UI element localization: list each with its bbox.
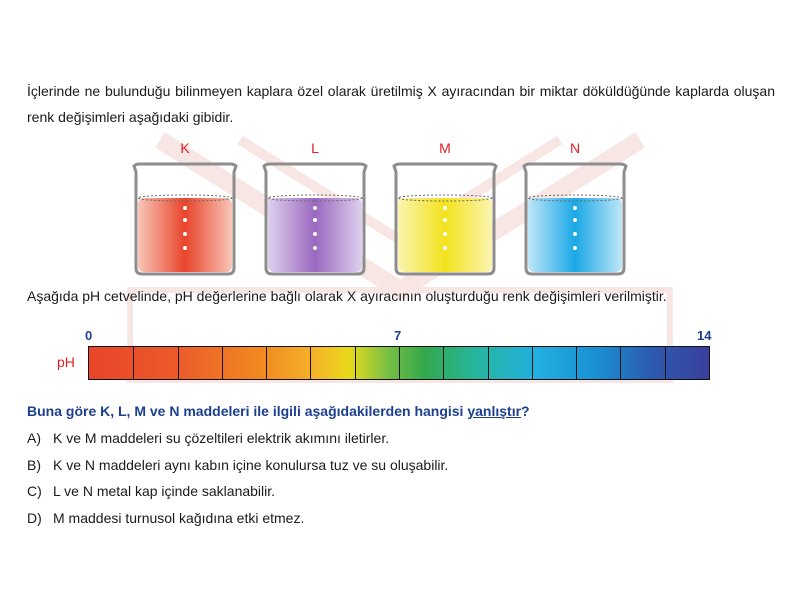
option-b[interactable] <box>27 457 448 473</box>
beaker-icon <box>520 162 630 278</box>
beaker-label: N <box>569 140 581 156</box>
option-d[interactable] <box>27 510 304 526</box>
option-c[interactable] <box>27 483 275 499</box>
ph-color-scale <box>88 346 710 380</box>
beaker-row <box>130 138 650 278</box>
beaker-l <box>260 138 370 278</box>
question-text: Buna göre K, L, M ve N maddeleri ile ilgili aşağıdakilerden hangisi <box>27 403 468 419</box>
beaker-icon <box>130 162 240 278</box>
option-text: K ve N maddeleri aynı kabın içine konulursa tuz ve su oluşabilir. <box>53 457 449 473</box>
option-a[interactable] <box>27 430 389 446</box>
beaker-label: K <box>180 140 190 156</box>
ph-mid-label: 7 <box>394 328 402 343</box>
ph-segment-divider <box>532 347 533 379</box>
beaker-icon <box>390 162 500 278</box>
ph-segment-divider <box>222 347 223 379</box>
ph-segment-divider <box>266 347 267 379</box>
ph-max-label: 14 <box>697 328 712 343</box>
option-text: M maddesi turnusol kağıdına etki etmez. <box>53 510 305 526</box>
ph-segment-divider <box>665 347 666 379</box>
ph-min-label: 0 <box>85 328 93 343</box>
ph-segment-divider <box>488 347 489 379</box>
beaker-icon <box>260 162 370 278</box>
beaker-label: L <box>311 140 319 156</box>
option-letter: A) <box>27 430 41 446</box>
option-letter: B) <box>27 457 41 473</box>
ph-segment-divider <box>310 347 311 379</box>
beaker-label: M <box>439 140 451 156</box>
scale-intro-text: Aşağıda pH cetvelinde, pH değerlerine bağlı olarak X ayıracının oluşturduğu renk değişimleri verilmiştir. <box>27 288 667 304</box>
ph-axis-label: pH <box>57 354 75 370</box>
option-letter: C) <box>27 483 42 499</box>
ph-segment-divider <box>133 347 134 379</box>
ph-segment-divider <box>178 347 179 379</box>
question-emphasis: yanlıştır <box>467 403 522 419</box>
question-stem <box>27 403 530 419</box>
question-mark: ? <box>521 403 530 419</box>
beaker-n <box>520 138 630 278</box>
ph-segment-divider <box>576 347 577 379</box>
ph-segment-divider <box>443 347 444 379</box>
beaker-m <box>390 138 500 278</box>
ph-segment-divider <box>399 347 400 379</box>
ph-segment-divider <box>355 347 356 379</box>
option-text: L ve N metal kap içinde saklanabilir. <box>53 483 276 499</box>
ph-segment-divider <box>620 347 621 379</box>
option-text: K ve M maddeleri su çözeltileri elektrik akımını iletirler. <box>53 430 390 446</box>
beaker-k <box>130 138 240 278</box>
intro-paragraph: İçlerinde ne bulunduğu bilinmeyen kaplara özel olarak üretilmiş X ayıracından bir miktar döküldüğünde kaplarda oluşan renk değişimleri aşağıdaki gibidir. <box>27 83 775 125</box>
option-letter: D) <box>27 510 42 526</box>
